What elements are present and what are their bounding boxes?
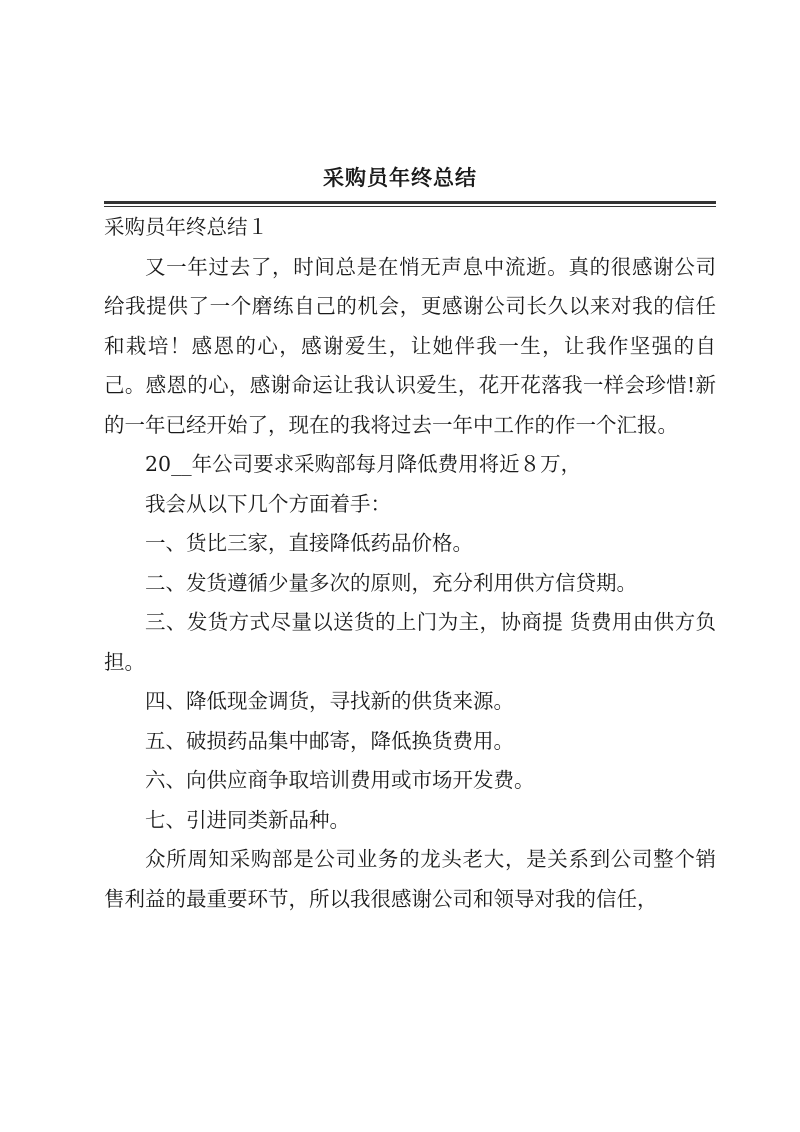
paragraph-approach: 我会从以下几个方面着手： [145,491,391,516]
list-item-1: 一、货比三家，直接降低药品价格。 [145,531,473,555]
document-body [104,208,716,919]
paragraph-intro: 又一年过去了，时间总是在悄无声息中流逝。真的很感谢公司给我提供了一个磨练自己的机会，更感谢公司长久以来对我的信任和栽培！感恩的心，感谢爱生，让她伴我一生，让我作坚强的自己。感恩的心，感谢命运让我认识爱生，花开花落我一样会珍惜!新的一年已经开始了，现在的我将过去一年中工作的作一个汇报。 [104,254,716,437]
section-heading: 采购员年终总结１ [104,215,268,239]
paragraph-cost-target: 20__年公司要求采购部每月降低费用将近８万， [145,452,582,476]
list-item-2: 二、发货遵循少量多次的原则，充分利用供方信贷期。 [145,570,637,595]
list-item-4: 四、降低现金调货，寻找新的供货来源。 [145,689,514,713]
list-item-7: 七、引进同类新品种。 [145,807,350,832]
document-title: 采购员年终总结 [323,165,477,190]
list-item-6: 六、向供应商争取培训费用或市场开发费。 [145,768,535,792]
title-rule-thin [104,206,716,207]
paragraph-closing: 众所周知采购部是公司业务的龙头老大，是关系到公司整个销售利益的最重要环节，所以我很感谢公司和领导对我的信任， [104,847,716,911]
list-item-3: 三、发货方式尽量以送货的上门为主，协商提 货费用由供方负担。 [104,610,716,674]
list-item-5: 五、破损药品集中邮寄，降低换货费用。 [145,728,514,753]
title-rule-thick [104,201,716,204]
